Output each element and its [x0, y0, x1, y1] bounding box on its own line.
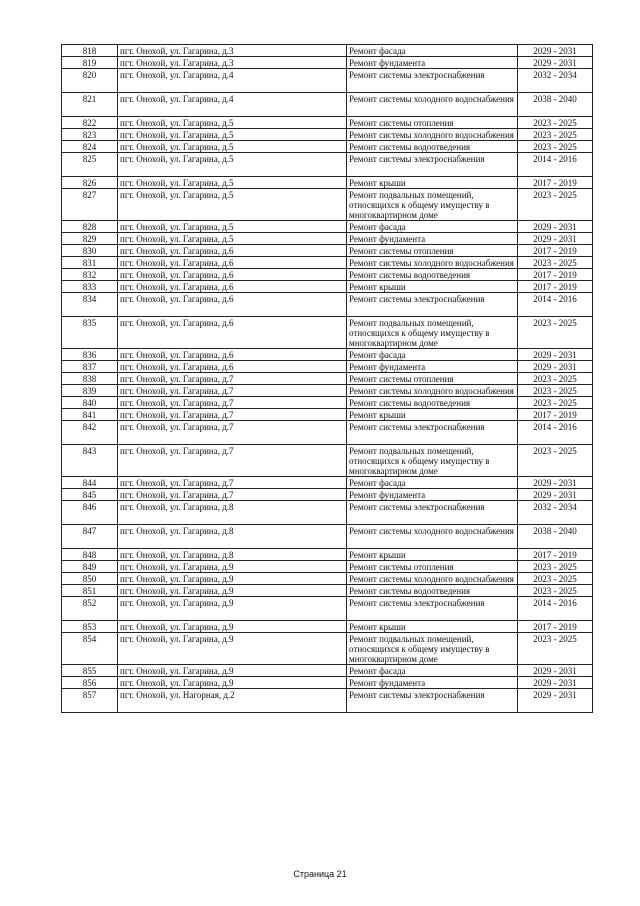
cell-work-type: Ремонт системы холодного водоснабжения — [347, 93, 518, 117]
cell-period: 2014 - 2016 — [518, 293, 593, 317]
cell-number: 837 — [62, 361, 118, 373]
table-row — [62, 141, 593, 153]
cell-work-type: Ремонт системы электроснабжения — [347, 153, 518, 177]
table-row — [62, 257, 593, 269]
cell-address: пгт. Онохой, ул. Гагарина, д.5 — [118, 177, 347, 189]
cell-period: 2038 - 2040 — [518, 93, 593, 117]
cell-address: пгт. Онохой, ул. Гагарина, д.9 — [118, 561, 347, 573]
cell-address: пгт. Онохой, ул. Гагарина, д.6 — [118, 349, 347, 361]
cell-work-type: Ремонт системы отопления — [347, 117, 518, 129]
cell-number: 833 — [62, 281, 118, 293]
cell-work-type: Ремонт крыши — [347, 409, 518, 421]
cell-address: пгт. Онохой, ул. Гагарина, д.6 — [118, 317, 347, 349]
cell-work-type: Ремонт фасада — [347, 665, 518, 677]
cell-number: 831 — [62, 257, 118, 269]
table-row — [62, 93, 593, 117]
cell-work-type: Ремонт системы отопления — [347, 561, 518, 573]
cell-work-type: Ремонт системы холодного водоснабжения — [347, 573, 518, 585]
cell-number: 840 — [62, 397, 118, 409]
cell-period: 2029 - 2031 — [518, 361, 593, 373]
table-row — [62, 233, 593, 245]
cell-number: 818 — [62, 45, 118, 57]
table-row — [62, 677, 593, 689]
cell-work-type: Ремонт системы электроснабжения — [347, 689, 518, 713]
cell-period: 2029 - 2031 — [518, 233, 593, 245]
table-row — [62, 69, 593, 93]
cell-work-type: Ремонт подвальных помещений, относящихся к общему имуществу в многоквартирном доме — [347, 317, 518, 349]
table-row — [62, 385, 593, 397]
cell-number: 856 — [62, 677, 118, 689]
table-row — [62, 489, 593, 501]
cell-address: пгт. Онохой, ул. Гагарина, д.7 — [118, 409, 347, 421]
cell-work-type: Ремонт системы электроснабжения — [347, 69, 518, 93]
cell-address: пгт. Онохой, ул. Гагарина, д.5 — [118, 117, 347, 129]
cell-work-type: Ремонт крыши — [347, 621, 518, 633]
cell-number: 854 — [62, 633, 118, 665]
cell-period: 2023 - 2025 — [518, 117, 593, 129]
table-row — [62, 421, 593, 445]
cell-number: 819 — [62, 57, 118, 69]
cell-address: пгт. Онохой, ул. Гагарина, д.7 — [118, 477, 347, 489]
cell-period: 2017 - 2019 — [518, 177, 593, 189]
cell-address: пгт. Онохой, ул. Гагарина, д.5 — [118, 233, 347, 245]
table-row — [62, 221, 593, 233]
cell-period: 2017 - 2019 — [518, 621, 593, 633]
cell-number: 855 — [62, 665, 118, 677]
table-row — [62, 317, 593, 349]
cell-address: пгт. Онохой, ул. Нагорная, д.2 — [118, 689, 347, 713]
cell-work-type: Ремонт крыши — [347, 281, 518, 293]
cell-period: 2038 - 2040 — [518, 525, 593, 549]
cell-address: пгт. Онохой, ул. Гагарина, д.6 — [118, 257, 347, 269]
cell-period: 2017 - 2019 — [518, 245, 593, 257]
table-row — [62, 409, 593, 421]
cell-work-type: Ремонт фасада — [347, 45, 518, 57]
table-row — [62, 585, 593, 597]
cell-period: 2023 - 2025 — [518, 141, 593, 153]
cell-work-type: Ремонт крыши — [347, 177, 518, 189]
table-row — [62, 445, 593, 477]
cell-period: 2014 - 2016 — [518, 421, 593, 445]
repair-schedule-table — [61, 44, 593, 713]
table-row — [62, 477, 593, 489]
cell-period: 2023 - 2025 — [518, 385, 593, 397]
cell-number: 820 — [62, 69, 118, 93]
cell-period: 2029 - 2031 — [518, 489, 593, 501]
page-number: Страница 21 — [293, 869, 347, 879]
cell-address: пгт. Онохой, ул. Гагарина, д.8 — [118, 525, 347, 549]
cell-address: пгт. Онохой, ул. Гагарина, д.7 — [118, 489, 347, 501]
cell-work-type: Ремонт фундамента — [347, 361, 518, 373]
cell-address: пгт. Онохой, ул. Гагарина, д.9 — [118, 597, 347, 621]
cell-address: пгт. Онохой, ул. Гагарина, д.5 — [118, 221, 347, 233]
cell-address: пгт. Онохой, ул. Гагарина, д.3 — [118, 57, 347, 69]
table-row — [62, 177, 593, 189]
cell-number: 824 — [62, 141, 118, 153]
cell-work-type: Ремонт фундамента — [347, 57, 518, 69]
cell-period: 2023 - 2025 — [518, 189, 593, 221]
cell-period: 2023 - 2025 — [518, 445, 593, 477]
cell-number: 826 — [62, 177, 118, 189]
cell-number: 845 — [62, 489, 118, 501]
table-row — [62, 245, 593, 257]
table-row — [62, 153, 593, 177]
table-row — [62, 573, 593, 585]
cell-work-type: Ремонт системы холодного водоснабжения — [347, 257, 518, 269]
cell-address: пгт. Онохой, ул. Гагарина, д.6 — [118, 245, 347, 257]
table-row — [62, 269, 593, 281]
cell-number: 841 — [62, 409, 118, 421]
cell-address: пгт. Онохой, ул. Гагарина, д.3 — [118, 45, 347, 57]
cell-number: 842 — [62, 421, 118, 445]
cell-address: пгт. Онохой, ул. Гагарина, д.7 — [118, 421, 347, 445]
cell-period: 2014 - 2016 — [518, 597, 593, 621]
cell-number: 834 — [62, 293, 118, 317]
cell-address: пгт. Онохой, ул. Гагарина, д.7 — [118, 397, 347, 409]
table-row — [62, 525, 593, 549]
cell-number: 835 — [62, 317, 118, 349]
cell-work-type: Ремонт системы электроснабжения — [347, 501, 518, 525]
cell-period: 2023 - 2025 — [518, 317, 593, 349]
table-row — [62, 633, 593, 665]
cell-number: 827 — [62, 189, 118, 221]
table-body — [62, 45, 593, 713]
cell-period: 2023 - 2025 — [518, 129, 593, 141]
cell-number: 828 — [62, 221, 118, 233]
table-row — [62, 349, 593, 361]
cell-period: 2029 - 2031 — [518, 677, 593, 689]
table-row — [62, 689, 593, 713]
cell-number: 832 — [62, 269, 118, 281]
cell-period: 2029 - 2031 — [518, 689, 593, 713]
cell-work-type: Ремонт фундамента — [347, 489, 518, 501]
table-row — [62, 665, 593, 677]
table-row — [62, 501, 593, 525]
cell-work-type: Ремонт системы холодного водоснабжения — [347, 129, 518, 141]
cell-number: 847 — [62, 525, 118, 549]
cell-work-type: Ремонт подвальных помещений, относящихся к общему имуществу в многоквартирном доме — [347, 445, 518, 477]
cell-period: 2029 - 2031 — [518, 221, 593, 233]
table-row — [62, 57, 593, 69]
cell-address: пгт. Онохой, ул. Гагарина, д.9 — [118, 573, 347, 585]
cell-number: 836 — [62, 349, 118, 361]
cell-number: 844 — [62, 477, 118, 489]
cell-period: 2017 - 2019 — [518, 409, 593, 421]
cell-address: пгт. Онохой, ул. Гагарина, д.9 — [118, 621, 347, 633]
cell-work-type: Ремонт системы электроснабжения — [347, 421, 518, 445]
table-row — [62, 117, 593, 129]
cell-address: пгт. Онохой, ул. Гагарина, д.8 — [118, 549, 347, 561]
table-row — [62, 397, 593, 409]
cell-work-type: Ремонт системы водоотведения — [347, 397, 518, 409]
cell-address: пгт. Онохой, ул. Гагарина, д.4 — [118, 69, 347, 93]
cell-work-type: Ремонт системы отопления — [347, 373, 518, 385]
table-row — [62, 293, 593, 317]
cell-number: 850 — [62, 573, 118, 585]
cell-number: 821 — [62, 93, 118, 117]
table-row — [62, 361, 593, 373]
cell-number: 849 — [62, 561, 118, 573]
cell-work-type: Ремонт подвальных помещений, относящихся к общему имуществу в многоквартирном доме — [347, 633, 518, 665]
cell-address: пгт. Онохой, ул. Гагарина, д.7 — [118, 385, 347, 397]
cell-address: пгт. Онохой, ул. Гагарина, д.7 — [118, 373, 347, 385]
cell-number: 852 — [62, 597, 118, 621]
cell-address: пгт. Онохой, ул. Гагарина, д.6 — [118, 269, 347, 281]
cell-number: 848 — [62, 549, 118, 561]
cell-address: пгт. Онохой, ул. Гагарина, д.9 — [118, 677, 347, 689]
cell-address: пгт. Онохой, ул. Гагарина, д.5 — [118, 189, 347, 221]
cell-period: 2023 - 2025 — [518, 397, 593, 409]
cell-period: 2029 - 2031 — [518, 57, 593, 69]
cell-number: 822 — [62, 117, 118, 129]
cell-period: 2029 - 2031 — [518, 45, 593, 57]
cell-address: пгт. Онохой, ул. Гагарина, д.7 — [118, 445, 347, 477]
cell-period: 2032 - 2034 — [518, 69, 593, 93]
cell-period: 2029 - 2031 — [518, 665, 593, 677]
cell-period: 2029 - 2031 — [518, 349, 593, 361]
cell-number: 825 — [62, 153, 118, 177]
cell-work-type: Ремонт системы водоотведения — [347, 269, 518, 281]
cell-work-type: Ремонт системы холодного водоснабжения — [347, 385, 518, 397]
cell-number: 857 — [62, 689, 118, 713]
cell-number: 823 — [62, 129, 118, 141]
cell-period: 2029 - 2031 — [518, 477, 593, 489]
cell-period: 2017 - 2019 — [518, 281, 593, 293]
cell-address: пгт. Онохой, ул. Гагарина, д.6 — [118, 281, 347, 293]
table-row — [62, 45, 593, 57]
cell-period: 2023 - 2025 — [518, 585, 593, 597]
cell-work-type: Ремонт системы отопления — [347, 245, 518, 257]
cell-period: 2023 - 2025 — [518, 561, 593, 573]
table-row — [62, 373, 593, 385]
table-row — [62, 189, 593, 221]
cell-address: пгт. Онохой, ул. Гагарина, д.8 — [118, 501, 347, 525]
cell-period: 2017 - 2019 — [518, 549, 593, 561]
cell-address: пгт. Онохой, ул. Гагарина, д.9 — [118, 585, 347, 597]
cell-period: 2032 - 2034 — [518, 501, 593, 525]
cell-work-type: Ремонт системы водоотведения — [347, 585, 518, 597]
cell-number: 843 — [62, 445, 118, 477]
cell-work-type: Ремонт фундамента — [347, 677, 518, 689]
table-row — [62, 621, 593, 633]
cell-address: пгт. Онохой, ул. Гагарина, д.5 — [118, 153, 347, 177]
cell-address: пгт. Онохой, ул. Гагарина, д.6 — [118, 293, 347, 317]
cell-address: пгт. Онохой, ул. Гагарина, д.4 — [118, 93, 347, 117]
table-row — [62, 597, 593, 621]
cell-period: 2023 - 2025 — [518, 257, 593, 269]
cell-address: пгт. Онохой, ул. Гагарина, д.9 — [118, 665, 347, 677]
cell-work-type: Ремонт системы холодного водоснабжения — [347, 525, 518, 549]
cell-number: 846 — [62, 501, 118, 525]
cell-work-type: Ремонт системы электроснабжения — [347, 293, 518, 317]
cell-work-type: Ремонт крыши — [347, 549, 518, 561]
cell-work-type: Ремонт фасада — [347, 221, 518, 233]
cell-period: 2017 - 2019 — [518, 269, 593, 281]
cell-work-type: Ремонт системы водоотведения — [347, 141, 518, 153]
cell-work-type: Ремонт системы электроснабжения — [347, 597, 518, 621]
cell-period: 2014 - 2016 — [518, 153, 593, 177]
cell-address: пгт. Онохой, ул. Гагарина, д.5 — [118, 141, 347, 153]
cell-work-type: Ремонт фасада — [347, 349, 518, 361]
cell-number: 829 — [62, 233, 118, 245]
cell-address: пгт. Онохой, ул. Гагарина, д.6 — [118, 361, 347, 373]
table-row — [62, 281, 593, 293]
cell-work-type: Ремонт фасада — [347, 477, 518, 489]
cell-number: 838 — [62, 373, 118, 385]
table-row — [62, 549, 593, 561]
table-row — [62, 561, 593, 573]
cell-number: 830 — [62, 245, 118, 257]
cell-period: 2023 - 2025 — [518, 573, 593, 585]
cell-period: 2023 - 2025 — [518, 633, 593, 665]
cell-address: пгт. Онохой, ул. Гагарина, д.5 — [118, 129, 347, 141]
cell-number: 839 — [62, 385, 118, 397]
cell-address: пгт. Онохой, ул. Гагарина, д.9 — [118, 633, 347, 665]
table-row — [62, 129, 593, 141]
cell-number: 853 — [62, 621, 118, 633]
cell-number: 851 — [62, 585, 118, 597]
cell-period: 2023 - 2025 — [518, 373, 593, 385]
cell-work-type: Ремонт фундамента — [347, 233, 518, 245]
cell-work-type: Ремонт подвальных помещений, относящихся к общему имуществу в многоквартирном доме — [347, 189, 518, 221]
